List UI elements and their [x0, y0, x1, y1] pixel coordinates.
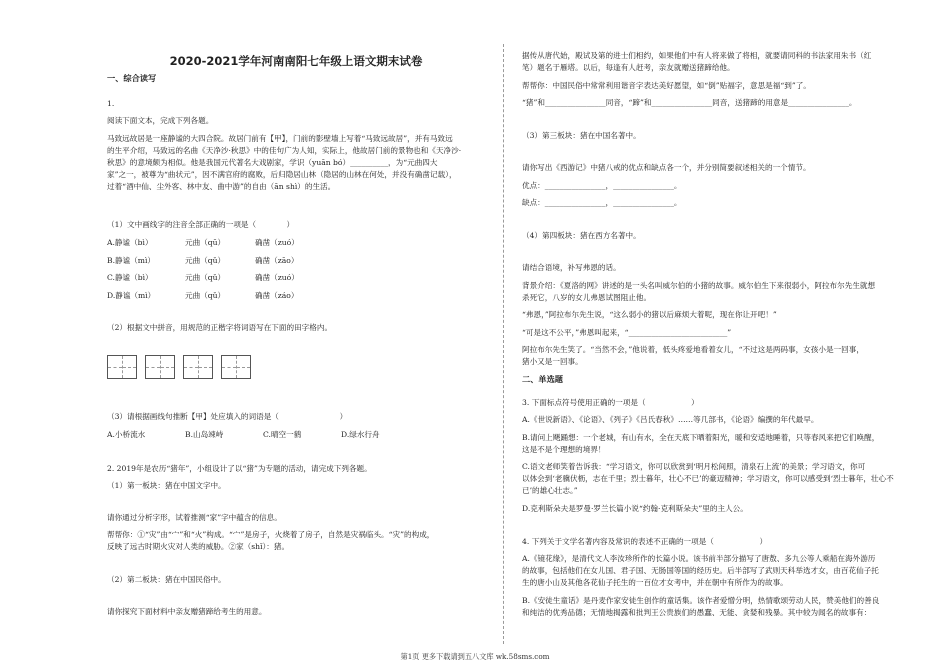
- question-3-option-a[interactable]: A.《世说新语》、《论语》、《列子》《吕氏春秋》……等几部书，《论语》编撰的年代最早。: [522, 415, 819, 424]
- option-continuation: 已’的雄心壮志。”: [522, 486, 578, 495]
- option-continuation: 生的唐小山及其他各花仙子托生的一百位才女考中，并在朝中有所作为的故事。: [522, 578, 788, 587]
- question-2-2: （2）第二板块：猪在中国民俗中。: [107, 575, 226, 584]
- option-continuation: 以体会到‘老骥伏枥，志在千里；烈士暮年，壮心不已’的豪迈精神；学习语文，你可以感受到‘烈士暮年，壮心不: [522, 474, 894, 483]
- option-continuation: 和纯洁的优秀品德；无情地揭露和批判王公贵族们的愚蠢、无能、贪婪和残暴。其中较为闻名的故事有：: [522, 608, 872, 617]
- hint-line: 帮帮你：中国民俗中常常利用谐音字表达美好愿望，如“倒”贴福字，意思是福“到”了。: [522, 81, 811, 90]
- material-line: 笔）题名于雁塔。以后，每逢有人赶考，亲友就赠送猪蹄给他。: [522, 63, 735, 72]
- question-1-intro: 阅读下面文本，完成下列各题。: [107, 116, 214, 125]
- option-cell: A.静谧（bì）: [107, 238, 153, 247]
- option-b[interactable]: B.山岛竦峙: [185, 430, 224, 439]
- option-cell: 确凿（záo）: [255, 291, 299, 300]
- question-1-3: （3）请根据画线句推断【甲】处应填入的词语是（ ）: [107, 412, 348, 421]
- dialogue-line: 阿拉布尔先生笑了。“当然不会，”他说着，低头疼爱地看着女儿，“不过这是两码事，女孩小是一回事，: [522, 345, 864, 354]
- option-cell: 元曲（qǔ）: [185, 273, 226, 282]
- passage-line: 家”之一，被尊为“曲状元”，因不满官府的腐败，后归隐居山林（隐居的山林在何处，并没有确凿记载），: [107, 170, 457, 179]
- question-1-3-options[interactable]: [107, 429, 485, 441]
- option-row-b[interactable]: [107, 255, 485, 267]
- option-continuation: 这是不是个理想的境界！: [522, 445, 606, 454]
- option-cell: 确凿（zuó）: [255, 238, 299, 247]
- question-2-2-text: 请你探究下面材料中亲友赠猪蹄给考生的用意。: [107, 607, 267, 616]
- question-3: 3. 下面标点符号使用正确的一项是（ ）: [522, 398, 699, 407]
- tianzige-box-3[interactable]: [183, 355, 213, 379]
- passage-line: 秋思》的意境颇为相似。他是我国元代著名大戏剧家，学识（yuān bó）__________，为“元曲四大: [107, 158, 438, 167]
- option-a[interactable]: A.小桥流水: [107, 430, 146, 439]
- question-4-option-a[interactable]: A.《镜花缘》，是清代文人李汝珍所作的长篇小说。该书前半部分描写了唐敖、多九公等人乘船在海外游历: [522, 554, 876, 563]
- column-divider: [503, 44, 504, 644]
- question-4: 4. 下列关于文学名著内容及常识的表述不正确的一项是（ ）: [522, 537, 768, 546]
- question-3-option-b[interactable]: B.请问上飓踊想：一个老城，有山有水，全在天底下晒着阳光，暖和安适地睡着，只等春风来把它们唤醒，: [522, 433, 880, 442]
- option-cell: 元曲（qū）: [185, 238, 226, 247]
- option-cell: 确凿（zuó）: [255, 273, 299, 282]
- fill-in-line[interactable]: “猪”和________________同音，“蹄”和________________同音，送猪蹄的用意是________________。: [522, 98, 857, 107]
- merit-answer-line[interactable]: 优点：________________，________________。: [522, 181, 682, 190]
- option-row-a[interactable]: [107, 237, 485, 249]
- option-continuation: 的故事，包括他们在女儿国、君子国、无肠国等国的经历史。后半部写了武则天科举选才女，由百花仙子托: [522, 566, 879, 575]
- question-2-3-text: 请你写出《西游记》中猪八戒的优点和缺点各一个，并分别简要叙述相关的一个情节。: [522, 163, 811, 172]
- dialogue-line: “弗恩，”阿拉布尔先生说，“这么弱小的猪以后麻烦大着呢，现在你让开吧！”: [522, 310, 777, 319]
- option-cell: D.静谧（mì）: [107, 291, 156, 300]
- background-line: 背景介绍：《夏洛的网》讲述的是一头名叫威尔伯的小猪的故事。威尔伯生下来很弱小，阿拉布尔先生就想: [522, 281, 876, 290]
- tianzige-box-4[interactable]: [221, 355, 251, 379]
- question-1-number: 1.: [107, 99, 115, 108]
- tianzige-box-1[interactable]: [107, 355, 137, 379]
- option-row-d[interactable]: [107, 290, 485, 302]
- question-2-4-text: 请结合语境，补写弗恩的话。: [522, 263, 621, 272]
- section-heading-2: 二、单选题: [522, 374, 563, 384]
- question-4-option-b[interactable]: B.《安徒生童话》是丹麦作家安徒生创作的童话集。该作者爱憎分明，热情歌颂劳动人民，赞美他们的善良: [522, 596, 880, 605]
- tianzige-box-2[interactable]: [145, 355, 175, 379]
- option-cell: 确凿（zāo）: [255, 256, 299, 265]
- option-row-c[interactable]: [107, 272, 485, 284]
- option-c[interactable]: C.晴空一鹤: [263, 430, 302, 439]
- option-d[interactable]: D.绿水行舟: [341, 430, 380, 439]
- question-1-2: （2）根据文中拼音，用规范的正楷字将词语写在下面的田字格内。: [107, 323, 333, 332]
- tianzige-grid[interactable]: [107, 355, 251, 379]
- option-cell: 元曲（qǔ）: [185, 256, 226, 265]
- option-cell: C.静谧（bì）: [107, 273, 153, 282]
- question-1-1: （1）文中画线字的注音全部正确的一项是（ ）: [107, 220, 295, 229]
- hint-line: 帮帮你：①“灾”由“宀”和“火”构成。“宀”是房子，火烧着了房子，自然是灾祸临头。“灾”的构成，: [107, 530, 435, 539]
- flaw-answer-line[interactable]: 缺点：________________，________________。: [522, 198, 682, 207]
- passage-line: 马致远故居是一座静谧的大四合院。故居门前有【甲】，门前的影壁墙上写着“马致远故居”，并有马致远: [107, 134, 453, 143]
- question-3-option-c[interactable]: C.语文老师笑着告诉我：“学习语文，你可以欣赏到‘明月松间照，清泉石上流’的美景；学习语文，你可: [522, 462, 866, 471]
- option-cell: 元曲（qǔ）: [185, 291, 226, 300]
- question-2-3: （3）第三板块：猪在中国名著中。: [522, 131, 641, 140]
- question-2-1: （1）第一板块：猪在中国文字中。: [107, 481, 226, 490]
- section-heading-1: 一、综合读写: [107, 73, 157, 83]
- page-title: 2020-2021学年河南南阳七年级上语文期末试卷: [169, 54, 423, 68]
- question-2-4: （4）第四板块：猪在西方名著中。: [522, 231, 641, 240]
- passage-line: 的生平介绍，马致远的名曲《天净沙·秋思》中的佳句广为人知，实际上，他故居门前的景物也和《天净沙·: [107, 146, 462, 155]
- question-2: 2. 2019年是农历“猪年”，小组设计了以“猪”为专题的活动，请完成下列各题。: [107, 464, 372, 473]
- question-3-option-d[interactable]: D.克利斯朵夫是罗曼·罗兰长篇小说“约翰·克利斯朵夫”里的主人公。: [522, 504, 748, 513]
- option-cell: B.静谧（mì）: [107, 256, 155, 265]
- background-line: 杀死它，八岁的女儿弗恩试图阻止他。: [522, 293, 652, 302]
- question-2-1-text: 请你通过分析字形，试着推测“家”字中蕴含的信息。: [107, 513, 282, 522]
- material-line: 据传从唐代始，殿试及第的进士们相约，如果他们中有人将来做了将相，就要请同科的书法家用朱书（红: [522, 51, 872, 60]
- dialogue-fill-line[interactable]: “可是这不公平，”弗恩叫起来，“__________________________”: [522, 328, 732, 337]
- page-footer: 第1页 更多下载请到五八文库 wk.58sms.com: [400, 652, 550, 661]
- passage-line: 过着“酒中仙、尘外客、林中友、曲中游”的自由（ān shì）的生活。: [107, 182, 336, 191]
- hint-line: 反映了远古时期火灾对人类的威胁。②家（shǐ）：猪。: [107, 542, 290, 551]
- dialogue-line: 猪小又是一回事。: [522, 357, 583, 366]
